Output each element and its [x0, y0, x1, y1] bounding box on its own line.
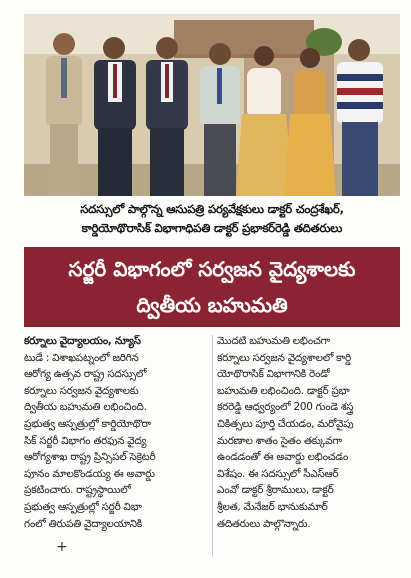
- article-line: విశేషం. ఈ సదస్సులో సీఎస్ఆర్: [217, 467, 339, 480]
- caption-line-2: కార్డియోథొరాసిక్ విభాగాధిపతి డాక్టర్ ప్రభాకర్‌రెడ్డి తదితరులు: [81, 221, 343, 235]
- headline-line-1: సర్జరీ విభాగంలో సర్వజన వైద్యశాలకు: [68, 257, 356, 281]
- article-line: ఎంవో డాక్టర్ శ్రీరాములు, డాక్టర్: [217, 484, 334, 497]
- article-line: ఉండడంతో ఈ అవార్డు లభించడం: [217, 451, 348, 464]
- article-line: కరరెడ్డి ఆధ్వర్యంలో 200 గుండె శస్త్ర: [217, 401, 354, 414]
- article-line: కర్నూలు సర్వజన వైద్యశాలలో కార్డి: [217, 351, 351, 364]
- person-3: [146, 37, 188, 196]
- article-line: మరణాల శాతం సైతం తక్కువగా: [217, 434, 342, 447]
- article-line: గంలో తిరుపతి వైద్యాలయానికి: [24, 517, 142, 530]
- article-line: ప్రభుత్వ ఆస్పత్రుల్లో కార్డియోథొరా: [24, 417, 152, 430]
- article-body: [24, 333, 400, 565]
- article-line: తదితరులు పాల్గొన్నారు.: [217, 517, 311, 530]
- article-column-right: [217, 333, 400, 532]
- article-line: బహుమతి లభించింది. డాక్టర్ ప్రభా: [217, 384, 350, 397]
- article-line: ఆరోగ్యశాఖ రాష్ట్ర ప్రిన్సిపల్ సెక్రెటరీ: [24, 451, 156, 464]
- article-line: చికిత్సలు పూర్తి చేయడం, మరోవైపు: [217, 417, 354, 430]
- article-line: టుడే : విశాఖపట్నంలో జరిగిన: [24, 351, 139, 364]
- article-line: శ్రీలత, మేనేజర్ భానుకుమార్: [217, 500, 328, 513]
- article-line: ప్రకటించారు. రాష్ట్రస్థాయిలో: [24, 484, 131, 497]
- article-line: ప్రభుత్వ ఆస్పత్రుల్లో సర్జరీ విభా: [24, 500, 142, 513]
- article-line: ద్వితీయ బహుమతి లభించింది.: [24, 401, 147, 414]
- headline-line-2: ద్వితీయ బహుమతి: [136, 293, 288, 317]
- group-photo: [24, 14, 400, 196]
- article-line: కర్నూలు సర్వజన వైద్యశాలకు: [24, 384, 139, 397]
- article-line: యోథొరాసిక్ విభాగానికి రెండో: [217, 368, 330, 381]
- photo-caption: [24, 200, 400, 238]
- person-2: [94, 37, 136, 196]
- article-line: సిక్ సర్జరీ విభాగం తరఫున వైద్య: [24, 434, 147, 447]
- end-mark: +: [56, 539, 68, 555]
- person-7: [337, 39, 383, 196]
- group-photo-drawing: [24, 14, 400, 196]
- column-divider: [212, 335, 213, 557]
- article-line: పూనం మాలకొండయ్య ఈ అవార్డు: [24, 467, 155, 480]
- person-1: [46, 33, 82, 196]
- headline: [24, 247, 400, 327]
- article-line: కర్నూలు వైద్యాలయం, న్యూస్: [24, 335, 141, 347]
- article-line: మొదటి బహుమతి లభించగా: [217, 335, 330, 347]
- photo-backdrop-banner: [174, 20, 314, 58]
- caption-line-1: సదస్సులో పాల్గొన్న ఆసుపత్రి పర్యవేక్షకులు డాక్టర్ చంద్రశేఖర్,: [80, 202, 344, 216]
- article-line: ఆరోగ్య ఉత్సవ రాష్ట్ర సదస్సులో: [24, 368, 147, 381]
- article-column-left: [24, 333, 207, 532]
